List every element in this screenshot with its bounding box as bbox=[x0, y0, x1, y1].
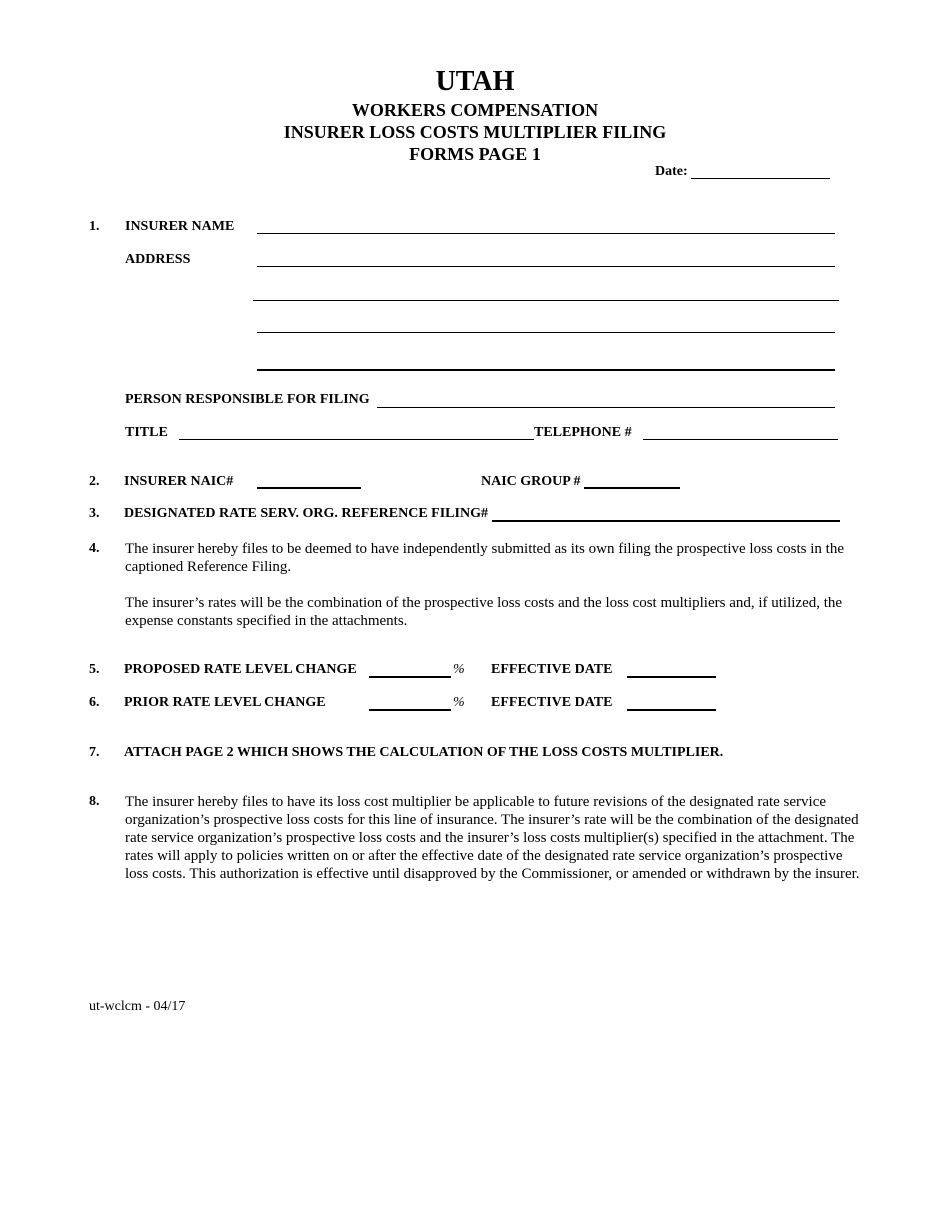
proposed-effective-date-field[interactable] bbox=[627, 676, 716, 678]
item-number-8: 8. bbox=[89, 794, 100, 809]
address-field-line-1[interactable] bbox=[257, 266, 835, 267]
person-responsible-label: PERSON RESPONSIBLE FOR FILING bbox=[125, 392, 370, 407]
title-field[interactable] bbox=[179, 439, 534, 440]
designated-filing-label: DESIGNATED RATE SERV. ORG. REFERENCE FILING# bbox=[124, 506, 488, 521]
proposed-rate-label: PROPOSED RATE LEVEL CHANGE bbox=[124, 662, 357, 677]
date-field[interactable] bbox=[691, 178, 830, 179]
item-number-2: 2. bbox=[89, 474, 100, 489]
item-number-3: 3. bbox=[89, 506, 100, 521]
insurer-name-label: INSURER NAME bbox=[125, 219, 235, 234]
item-4-paragraph-1: The insurer hereby files to be deemed to have independently submitted as its own filing the prospective loss costs in the captioned Reference Filing. bbox=[125, 541, 844, 575]
person-responsible-field[interactable] bbox=[377, 407, 835, 408]
item-number-5: 5. bbox=[89, 662, 100, 677]
form-id-footer: ut-wclcm - 04/17 bbox=[89, 999, 186, 1014]
telephone-field[interactable] bbox=[643, 439, 838, 440]
address-field-line-2[interactable] bbox=[253, 300, 839, 301]
date-label: Date: bbox=[655, 164, 688, 179]
prior-effective-date-field[interactable] bbox=[627, 709, 716, 711]
proposed-percent-sign: % bbox=[453, 662, 465, 677]
prior-rate-field[interactable] bbox=[369, 709, 451, 711]
proposed-rate-field[interactable] bbox=[369, 676, 451, 678]
address-label: ADDRESS bbox=[125, 252, 191, 267]
title-label: TITLE bbox=[125, 425, 168, 440]
item-4-paragraph-2: The insurer’s rates will be the combination of the prospective loss costs and the loss cost multipliers and, if utilized, the expense constants specified in the attachments. bbox=[125, 595, 843, 629]
state-title: UTAH bbox=[435, 66, 515, 97]
item-8-paragraph: The insurer hereby files to have its loss cost multiplier be applicable to future revisions of the designated rate service organization’s prospective loss costs for this line of insurance. The insurer’s rate will be the combination of the designated rate service organization’s prospective loss costs and the insurer’s loss costs multiplier(s) specified in the attachment. The rates will apply to policies written on or after the effective date of the designated rate service organization’s prospective loss costs. This authorization is effective until disapproved by the Commissioner, or amended or withdrawn by the insurer. bbox=[125, 794, 860, 882]
header-line-1: WORKERS COMPENSATION bbox=[351, 100, 599, 120]
insurer-naic-field[interactable] bbox=[257, 487, 361, 489]
naic-group-label: NAIC GROUP # bbox=[481, 474, 581, 489]
item-number-4: 4. bbox=[89, 541, 100, 556]
insurer-naic-label: INSURER NAIC# bbox=[124, 474, 234, 489]
insurer-name-field[interactable] bbox=[257, 233, 835, 234]
prior-effective-date-label: EFFECTIVE DATE bbox=[491, 695, 613, 710]
telephone-label: TELEPHONE # bbox=[534, 425, 632, 440]
attach-page-instruction: ATTACH PAGE 2 WHICH SHOWS THE CALCULATION OF THE LOSS COSTS MULTIPLIER. bbox=[124, 745, 724, 760]
proposed-effective-date-label: EFFECTIVE DATE bbox=[491, 662, 613, 677]
address-field-line-4[interactable] bbox=[257, 369, 835, 371]
designated-filing-field[interactable] bbox=[492, 520, 840, 522]
item-number-1: 1. bbox=[89, 219, 100, 234]
header-line-2: INSURER LOSS COSTS MULTIPLIER FILING bbox=[283, 122, 667, 142]
prior-percent-sign: % bbox=[453, 695, 465, 710]
naic-group-field[interactable] bbox=[584, 487, 680, 489]
item-number-7: 7. bbox=[89, 745, 100, 760]
address-field-line-3[interactable] bbox=[257, 332, 835, 333]
item-number-6: 6. bbox=[89, 695, 100, 710]
header-line-3: FORMS PAGE 1 bbox=[409, 144, 541, 164]
prior-rate-label: PRIOR RATE LEVEL CHANGE bbox=[124, 695, 326, 710]
